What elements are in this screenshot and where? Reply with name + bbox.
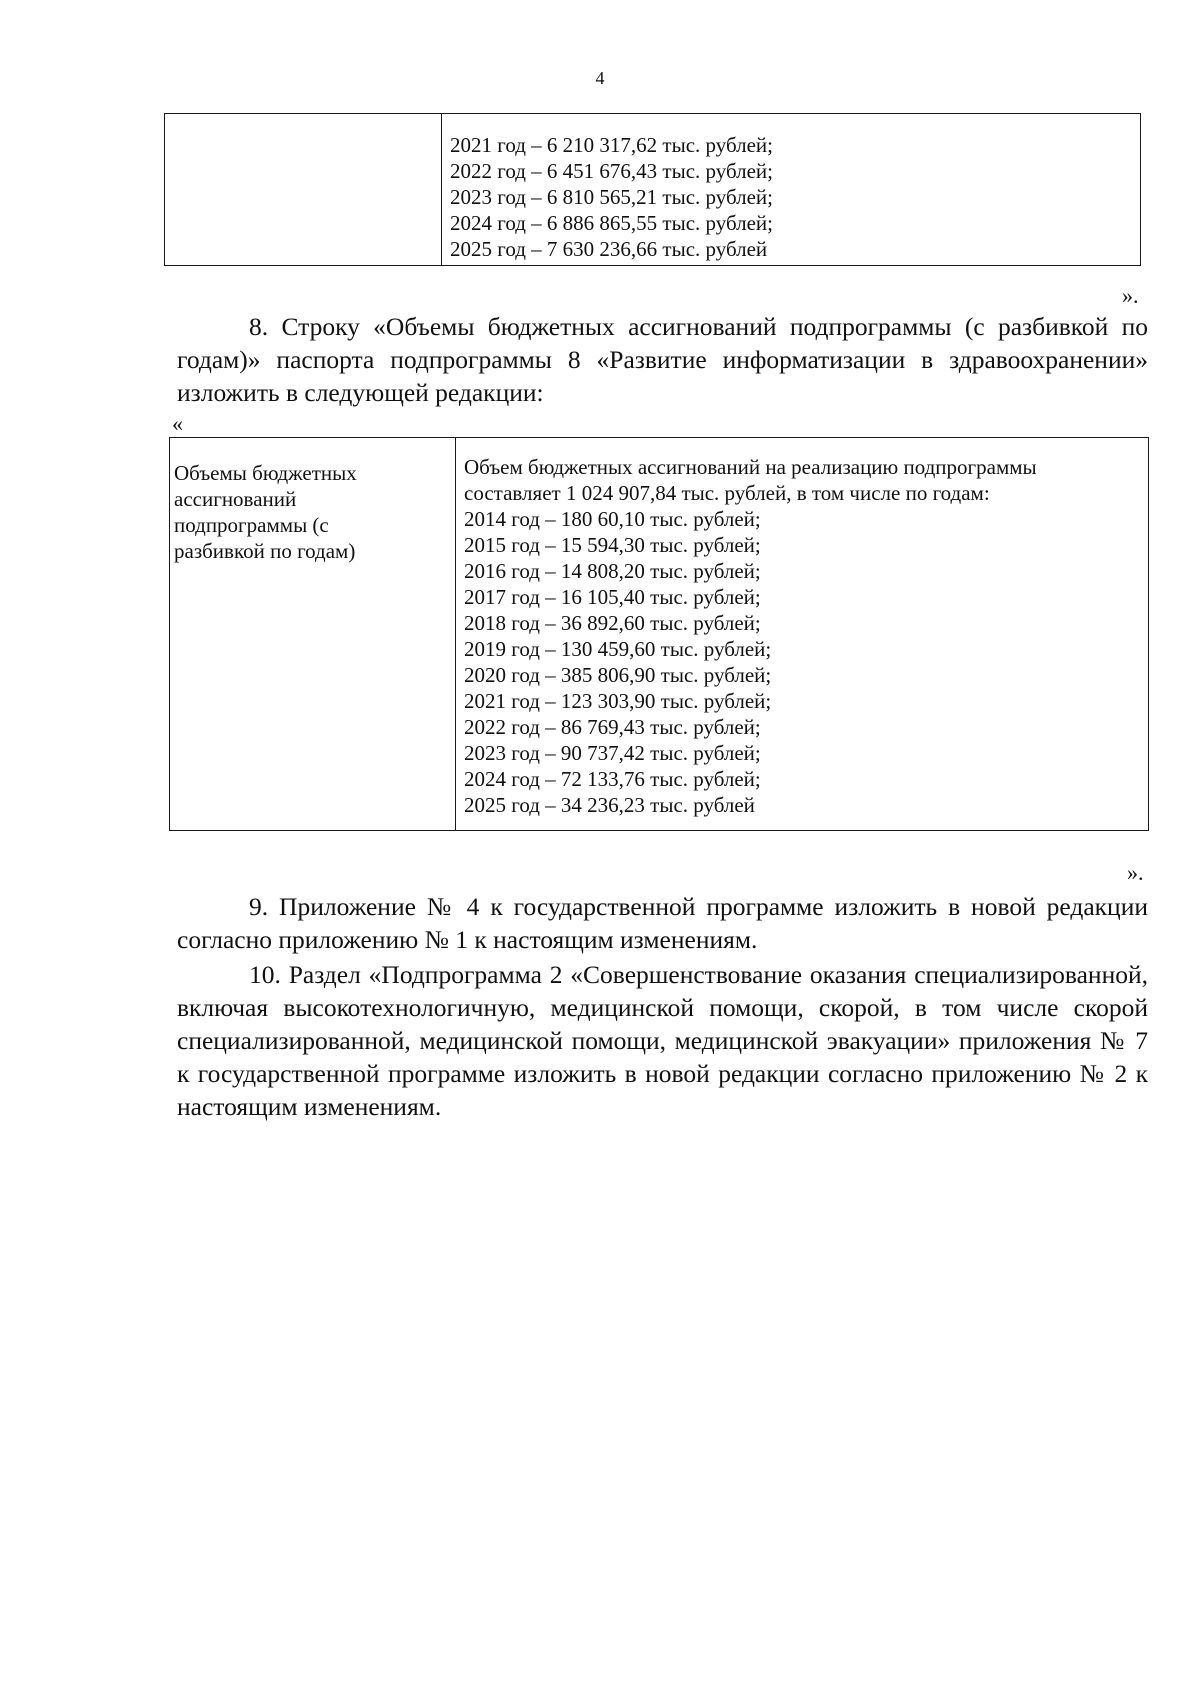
intro-line: Объем бюджетных ассигнований на реализацию подпрограммы [464,455,1037,479]
year-line: 2021 год – 123 303,90 тыс. рублей; [464,689,772,713]
year-line: 2017 год – 16 105,40 тыс. рублей; [464,585,761,609]
paragraph-8 [177,310,1148,409]
opening-quote: « [172,411,183,436]
label-line: подпрограммы (с [174,513,329,537]
year-line: 2014 год – 180 60,10 тыс. рублей; [464,507,761,531]
year-line: 2025 год – 34 236,23 тыс. рублей [464,793,755,817]
closing-quote: ». [1122,283,1139,308]
year-line: 2021 год – 6 210 317,62 тыс. рублей; [450,133,774,157]
year-line: 2016 год – 14 808,20 тыс. рублей; [464,559,761,583]
paragraph-8-text: 8. Строку «Объемы бюджетных ассигнований подпрограммы (с разбивкой по годам)» паспорта подпрограммы 8 «Развитие информатизации в здравоохранении» изложить в следующей редакции: [177,312,1148,407]
paragraph-10 [177,958,1148,1123]
label-line: разбивкой по годам) [174,539,356,563]
year-line: 2025 год – 7 630 236,66 тыс. рублей [450,237,768,261]
table-cell-years [442,114,1141,266]
year-line: 2024 год – 72 133,76 тыс. рублей; [464,767,761,791]
paragraph-9 [177,890,1148,956]
year-line: 2015 год – 15 594,30 тыс. рублей; [464,533,761,557]
intro-line: составляет 1 024 907,84 тыс. рублей, в том числе по годам: [464,481,990,505]
subprogram-8-funding-table [169,437,1149,831]
label-line: ассигнований [174,487,297,511]
table-cell-empty [165,114,442,266]
paragraph-10-text: 10. Раздел «Подпрограмма 2 «Совершенствование оказания специализированной, включая высокотехнологичную, медицинской помощи, скорой, в том числе скорой специализированной, медицинской помощи, медицинской эвакуации» приложения № 7 к государственной программе изложить в новой редакции согласно приложению № 2 к настоящим изменениям. [177,960,1148,1121]
label-line: Объемы бюджетных [174,461,357,485]
closing-quote: ». [1127,860,1144,885]
table-cell-amounts [456,438,1149,831]
year-line: 2022 год – 6 451 676,43 тыс. рублей; [450,159,774,183]
paragraph-9-text: 9. Приложение № 4 к государственной программе изложить в новой редакции согласно приложению № 1 к настоящим изменениям. [177,892,1148,954]
funding-table-continuation [164,113,1141,266]
year-line: 2023 год – 6 810 565,21 тыс. рублей; [450,185,774,209]
year-line: 2024 год – 6 886 865,55 тыс. рублей; [450,211,774,235]
year-line: 2023 год – 90 737,42 тыс. рублей; [464,741,761,765]
year-line: 2020 год – 385 806,90 тыс. рублей; [464,663,772,687]
year-line: 2019 год – 130 459,60 тыс. рублей; [464,637,772,661]
table-row [170,438,1149,831]
page-number: 4 [595,68,605,88]
table-row [165,114,1141,266]
table-cell-label [170,438,456,831]
year-line: 2018 год – 36 892,60 тыс. рублей; [464,611,761,635]
year-line: 2022 год – 86 769,43 тыс. рублей; [464,715,761,739]
